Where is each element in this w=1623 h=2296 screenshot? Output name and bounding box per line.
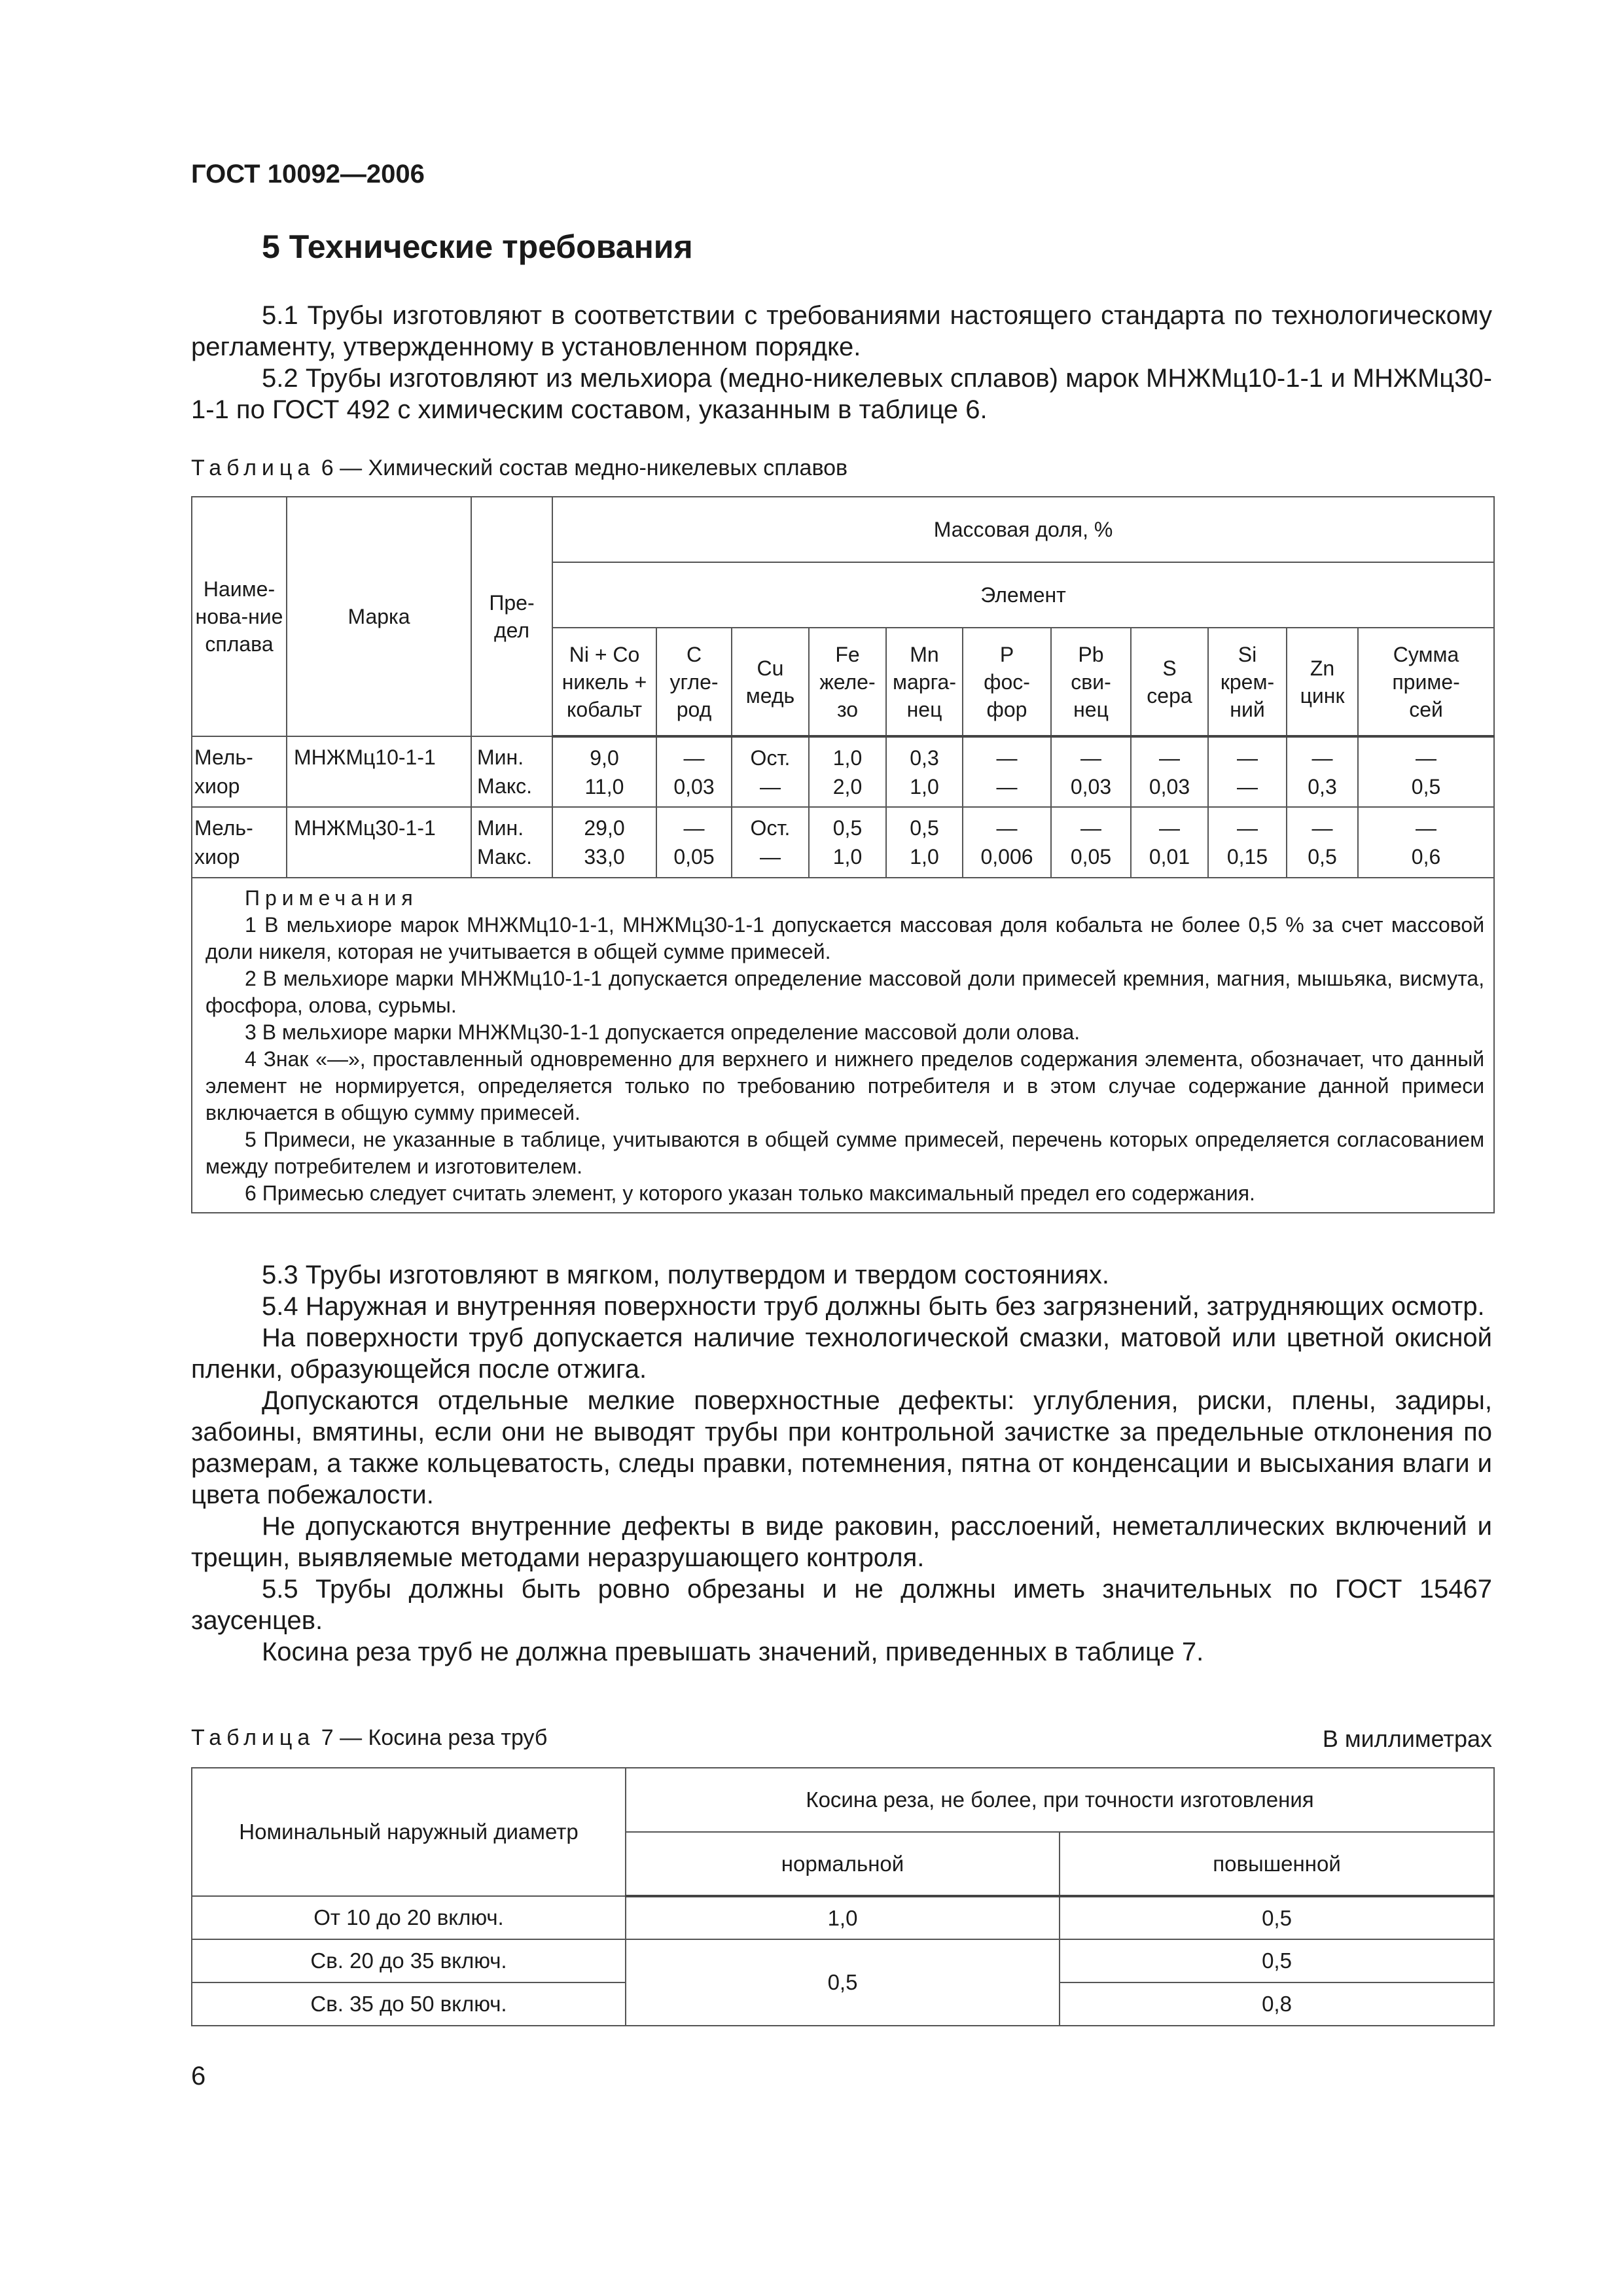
value-cell: — 0,6 xyxy=(1358,807,1494,878)
element-header: Pb сви- нец xyxy=(1051,628,1131,736)
value-cell: — — xyxy=(1208,736,1287,807)
limit-cell: Мин. Макс. xyxy=(471,736,552,807)
table-chemical-composition xyxy=(191,496,1495,1213)
value-cell: — 0,05 xyxy=(1051,807,1131,878)
grade-cell: МНЖМц10-1-1 xyxy=(287,736,471,807)
table7-units: В миллиметрах xyxy=(1322,1725,1492,1752)
intro-paragraphs xyxy=(191,300,1492,425)
value-cell: 29,0 33,0 xyxy=(552,807,656,878)
document-code: ГОСТ 10092—2006 xyxy=(191,160,425,188)
page-number: 6 xyxy=(191,2062,206,2090)
value-cell: 0,5 1,0 xyxy=(886,807,963,878)
value-cell: — 0,15 xyxy=(1208,807,1287,878)
note-item: 4 Знак «—», проставленный одновременно для верхнего и нижнего пределов содержания элемента, обозначает, что данный элемент не нормируется, определяется только по требованию потребителя и в этом случае содержание данной примеси включается в общую сумму примесей. xyxy=(205,1047,1485,1124)
col-header-alloy-name: Наиме-нова-ние сплава xyxy=(192,497,287,736)
element-header: Zn цинк xyxy=(1287,628,1358,736)
value-cell: — 0,01 xyxy=(1131,807,1208,878)
increased-cell: 0,5 xyxy=(1060,1896,1494,1939)
normal-cell: 0,5 xyxy=(626,1939,1060,2026)
note-item: 2 В мельхиоре марки МНЖМц10-1-1 допускается определение массовой доли примесей кремния, магния, мышьяка, висмута, фосфора, олова, сурьмы. xyxy=(205,967,1485,1017)
element-header: Ni + Co никель + кобальт xyxy=(552,628,656,736)
table-row xyxy=(192,1896,1494,1939)
diameter-cell: Св. 35 до 50 включ. xyxy=(192,1982,626,2026)
element-header: Сумма приме- сей xyxy=(1358,628,1494,736)
element-header: Si крем- ний xyxy=(1208,628,1287,736)
paragraph-bevel: Косина реза труб не должна превышать значений, приведенных в таблице 7. xyxy=(262,1638,1204,1666)
value-cell: 9,0 11,0 xyxy=(552,736,656,807)
value-cell: — 0,03 xyxy=(1051,736,1131,807)
table-row xyxy=(192,736,1494,807)
diameter-cell: Св. 20 до 35 включ. xyxy=(192,1939,626,1982)
element-header: Mn марга- нец xyxy=(886,628,963,736)
limit-cell: Мин. Макс. xyxy=(471,807,552,878)
element-header: Fe желе- зо xyxy=(809,628,886,736)
note-item: 3 В мельхиоре марки МНЖМц30-1-1 допускается определение массовой доли олова. xyxy=(245,1020,1080,1044)
paragraph-5-5: 5.5 Трубы должны быть ровно обрезаны и не должны иметь значительных по ГОСТ 15467 заусенцев. xyxy=(191,1575,1492,1635)
table-row xyxy=(192,807,1494,878)
value-cell: — 0,3 xyxy=(1287,736,1358,807)
paragraph-internal-defects: Не допускаются внутренние дефекты в виде раковин, расслоений, неметаллических включений и трещин, выявляемые методами неразрушающего контроля. xyxy=(191,1512,1492,1572)
paragraph-5-4: 5.4 Наружная и внутренняя поверхности труб должны быть без загрязнений, затрудняющих осмотр. xyxy=(262,1292,1485,1321)
table6-notes xyxy=(192,878,1494,1213)
col-header-limit: Пре-дел xyxy=(471,497,552,736)
paragraph-5-2: 5.2 Трубы изготовляют из мельхиора (медно-никелевых сплавов) марок МНЖМц10-1-1 и МНЖМц30-1-1 по ГОСТ 492 с химическим составом, указанным в таблице 6. xyxy=(191,364,1492,424)
element-header: C угле- род xyxy=(656,628,732,736)
increased-cell: 0,5 xyxy=(1060,1939,1494,1982)
value-cell: — 0,03 xyxy=(656,736,732,807)
body-paragraphs xyxy=(191,1259,1492,1668)
col-header-element: Элемент xyxy=(552,562,1494,628)
note-item: 1 В мельхиоре марок МНЖМц10-1-1, МНЖМц30-1-1 допускается массовая доля кобальта не более 0,5 % за счет массовой доли никеля, которая не учитывается в общей сумме примесей. xyxy=(205,913,1485,963)
element-header: Cu медь xyxy=(732,628,809,736)
value-cell: 0,5 1,0 xyxy=(809,807,886,878)
note-item: 6 Примесью следует считать элемент, у которого указан только максимальный предел его содержания. xyxy=(245,1181,1255,1205)
alloy-name-cell: Мель- хиор xyxy=(192,807,287,878)
col-header-increased: повышенной xyxy=(1060,1832,1494,1896)
table6-caption xyxy=(191,456,847,481)
value-cell: — 0,03 xyxy=(1131,736,1208,807)
value-cell: — 0,006 xyxy=(963,807,1051,878)
diameter-cell: От 10 до 20 включ. xyxy=(192,1896,626,1939)
col-header-bevel: Косина реза, не более, при точности изготовления xyxy=(626,1768,1494,1832)
element-header: S сера xyxy=(1131,628,1208,736)
note-item: 5 Примеси, не указанные в таблице, учитываются в общей сумме примесей, перечень которых определяется согласованием между потребителем и изготовителем. xyxy=(205,1128,1485,1178)
element-header: P фос- фор xyxy=(963,628,1051,736)
table7-caption-prefix: Таблица xyxy=(191,1725,315,1750)
col-header-mass-fraction: Массовая доля, % xyxy=(552,497,1494,562)
grade-cell: МНЖМц30-1-1 xyxy=(287,807,471,878)
paragraph-surface-defects: Допускаются отдельные мелкие поверхностные дефекты: углубления, риски, плены, задиры, забоины, вмятины, если они не выводят трубы при контрольной зачистке за предельные отклонения по размерам, а также кольцеватость, следы правки, потемнения, пятна от конденсации и высыхания влаги и цвета побежалости. xyxy=(191,1386,1492,1509)
paragraph-5-1: 5.1 Трубы изготовляют в соответствии с требованиями настоящего стандарта по технологическому регламенту, утвержденному в установленном порядке. xyxy=(191,301,1492,361)
table6-caption-text: 6 — Химический состав медно-никелевых сплавов xyxy=(315,456,848,480)
table7-caption xyxy=(191,1725,547,1751)
table7-caption-text: 7 — Косина реза труб xyxy=(315,1725,548,1750)
paragraph-5-3: 5.3 Трубы изготовляют в мягком, полутвердом и твердом состояниях. xyxy=(262,1261,1110,1289)
alloy-name-cell: Мель- хиор xyxy=(192,736,287,807)
col-header-diameter: Номинальный наружный диаметр xyxy=(192,1768,626,1896)
notes-title: Примечания xyxy=(245,886,418,910)
value-cell: 1,0 2,0 xyxy=(809,736,886,807)
value-cell: — 0,5 xyxy=(1358,736,1494,807)
normal-cell: 1,0 xyxy=(626,1896,1060,1939)
value-cell: 0,3 1,0 xyxy=(886,736,963,807)
col-header-grade: Марка xyxy=(287,497,471,736)
value-cell: — 0,05 xyxy=(656,807,732,878)
paragraph-lubricant: На поверхности труб допускается наличие технологической смазки, матовой или цветной окисной пленки, образующейся после отжига. xyxy=(191,1323,1492,1384)
table-row xyxy=(192,1939,1494,1982)
increased-cell: 0,8 xyxy=(1060,1982,1494,2026)
value-cell: Ост. — xyxy=(732,736,809,807)
value-cell: — 0,5 xyxy=(1287,807,1358,878)
table6-caption-prefix: Таблица xyxy=(191,456,315,480)
value-cell: Ост. — xyxy=(732,807,809,878)
table-cut-bevel xyxy=(191,1767,1495,2026)
value-cell: — — xyxy=(963,736,1051,807)
col-header-normal: нормальной xyxy=(626,1832,1060,1896)
section-title: 5 Технические требования xyxy=(262,228,693,265)
